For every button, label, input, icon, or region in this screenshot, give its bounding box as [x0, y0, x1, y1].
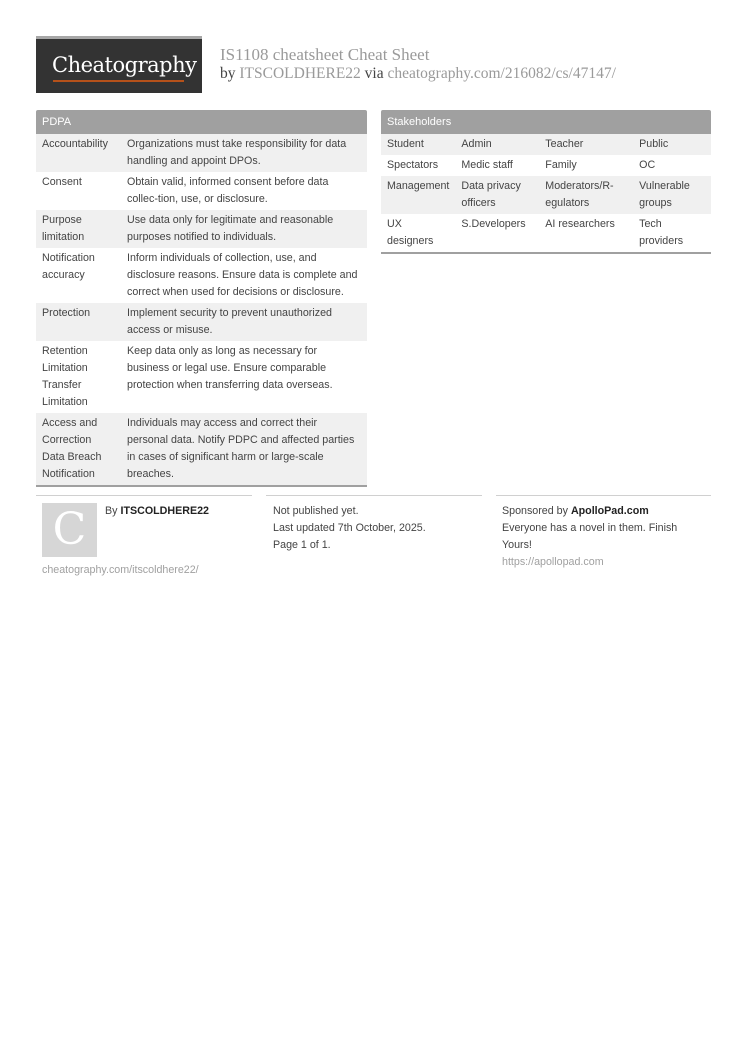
pdpa-row [36, 210, 367, 248]
pdpa-term: Access and Correction Data Breach Notification [36, 413, 121, 485]
pdpa-row [36, 303, 367, 341]
pdpa-term: Accountability [36, 134, 121, 172]
cheatography-logo[interactable] [36, 36, 202, 93]
pdpa-section [36, 110, 367, 487]
pdpa-row [36, 134, 367, 172]
pdpa-term: Protection [36, 303, 121, 341]
pdpa-definition: Obtain valid, informed consent before data collec-tion, use, or disclosure. [121, 172, 367, 210]
stakeholder-cell: Data privacy officers [455, 176, 539, 214]
sponsor-link[interactable]: ApolloPad.com [570, 505, 649, 517]
via-label: via [364, 65, 384, 82]
pdpa-definition: Individuals may access and correct their personal data. Notify PDPC and affected parties in cases of significant harm or large-scale breaches. [121, 413, 367, 485]
pdpa-section-title: PDPA [36, 110, 367, 134]
stakeholder-cell: Public [633, 134, 711, 155]
footer-author-url[interactable]: cheatography.com/itscoldhere22/ [42, 564, 199, 576]
byline [220, 65, 616, 83]
publish-status: Not published yet. [273, 505, 359, 517]
stakeholder-cell: Admin [455, 134, 539, 155]
stakeholder-cell: Teacher [539, 134, 633, 155]
sponsor-label: Sponsored by [502, 505, 568, 517]
stakeholder-cell: Family [539, 155, 633, 176]
pdpa-term: Retention Limitation Transfer Limitation [36, 341, 121, 413]
author-avatar[interactable]: C [42, 503, 97, 557]
pdpa-definition: Implement security to prevent unauthorized access or misuse. [121, 303, 367, 341]
stakeholders-row [381, 155, 711, 176]
stakeholder-cell: AI researchers [539, 214, 633, 252]
footer-divider [36, 495, 252, 496]
author-link[interactable]: ITSCOLDHERE22 [239, 65, 361, 82]
stakeholders-row [381, 134, 711, 155]
last-updated: Last updated 7th October, 2025. [273, 522, 426, 534]
pdpa-row [36, 248, 367, 303]
pdpa-definition: Keep data only as long as necessary for business or legal use. Ensure comparable protection when transferring data overseas. [121, 341, 367, 413]
sponsor-url[interactable]: https://apollopad.com [502, 556, 604, 568]
sheet-url-link[interactable]: cheatography.com/216082/cs/47147/ [387, 65, 616, 82]
footer-sponsor [502, 503, 702, 571]
pdpa-row [36, 341, 367, 413]
stakeholders-row [381, 176, 711, 214]
stakeholder-cell: Vulnerable groups [633, 176, 711, 214]
sponsor-text: Everyone has a novel in them. Finish Yours! [502, 522, 678, 551]
stakeholder-cell: Student [381, 134, 455, 155]
pdpa-term: Purpose limitation [36, 210, 121, 248]
pdpa-term: Consent [36, 172, 121, 210]
pdpa-table [36, 134, 367, 485]
footer-divider [266, 495, 482, 496]
stakeholder-cell: Moderators/R-egulators [539, 176, 633, 214]
logo-text: Cheatography [52, 53, 197, 77]
pdpa-term: Notification accuracy [36, 248, 121, 303]
pdpa-definition: Use data only for legitimate and reasonable purposes notified to individuals. [121, 210, 367, 248]
by-label: by [220, 65, 236, 82]
footer-divider [496, 495, 711, 496]
pdpa-definition: Inform individuals of collection, use, and disclosure reasons. Ensure data is complete and correct when used for decisions or disclosure. [121, 248, 367, 303]
page-count: Page 1 of 1. [273, 539, 331, 551]
pdpa-row [36, 413, 367, 485]
stakeholders-section-title: Stakeholders [381, 110, 711, 134]
footer-by-label: By [105, 505, 118, 517]
stakeholder-cell: Spectators [381, 155, 455, 176]
stakeholder-cell: Tech providers [633, 214, 711, 252]
logo-underline [53, 80, 184, 82]
stakeholder-cell: Management [381, 176, 455, 214]
footer-meta [273, 503, 426, 554]
stakeholder-cell: OC [633, 155, 711, 176]
stakeholders-table [381, 134, 711, 252]
stakeholder-cell: Medic staff [455, 155, 539, 176]
stakeholder-cell: S.Developers [455, 214, 539, 252]
pdpa-row [36, 172, 367, 210]
footer-author-name[interactable]: ITSCOLDHERE22 [120, 505, 209, 517]
stakeholders-section [381, 110, 711, 254]
footer-author [105, 503, 209, 520]
stakeholder-cell: UX designers [381, 214, 455, 252]
pdpa-definition: Organizations must take responsibility for data handling and appoint DPOs. [121, 134, 367, 172]
stakeholders-row [381, 214, 711, 252]
page-title: IS1108 cheatsheet Cheat Sheet [220, 45, 430, 64]
